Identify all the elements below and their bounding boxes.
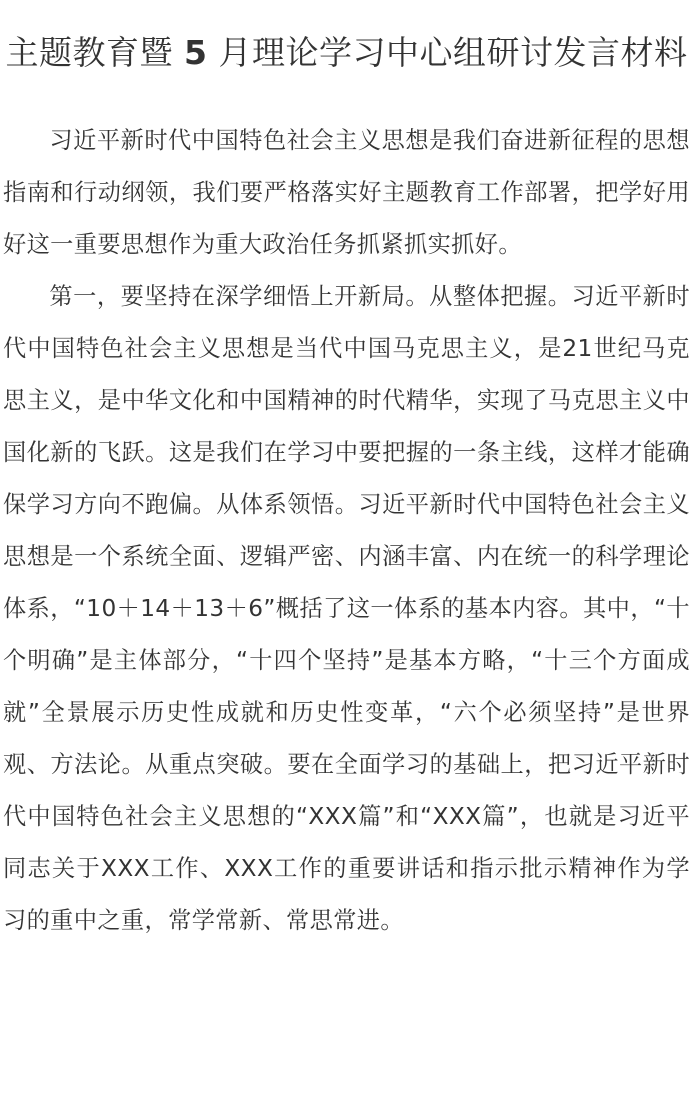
document-title (3, 26, 690, 79)
title-text-before: 主题教育暨 (5, 33, 174, 72)
title-month-number: 5 (184, 33, 208, 72)
document-body (3, 115, 690, 947)
title-text-after: 月理论学习中心组研讨发言材料 (218, 33, 688, 72)
paragraph-point-one: 第一，要坚持在深学细悟上开新局。从整体把握。习近平新时代中国特色社会主义思想是当代中国马克思主义，是21世纪马克思主义，是中华文化和中国精神的时代精华，实现了马克思主义中国化新的飞跃。这是我们在学习中要把握的一条主线，这样才能确保学习方向不跑偏。从体系领悟。习近平新时代中国特色社会主义思想是一个系统全面、逻辑严密、内涵丰富、内在统一的科学理论体系，“10＋14＋13＋6”概括了这一体系的基本内容。其中，“十个明确”是主体部分，“十四个坚持”是基本方略，“十三个方面成就”全景展示历史性成就和历史性变革，“六个必须坚持”是世界观、方法论。从重点突破。要在全面学习的基础上，把习近平新时代中国特色社会主义思想的“XXX篇”和“XXX篇”，也就是习近平同志关于XXX工作、XXX工作的重要讲话和指示批示精神作为学习的重中之重，常学常新、常思常进。 (3, 283, 690, 934)
paragraph-intro: 习近平新时代中国特色社会主义思想是我们奋进新征程的思想指南和行动纲领，我们要严格落实好主题教育工作部署，把学好用好这一重要思想作为重大政治任务抓紧抓实抓好。 (3, 127, 690, 258)
